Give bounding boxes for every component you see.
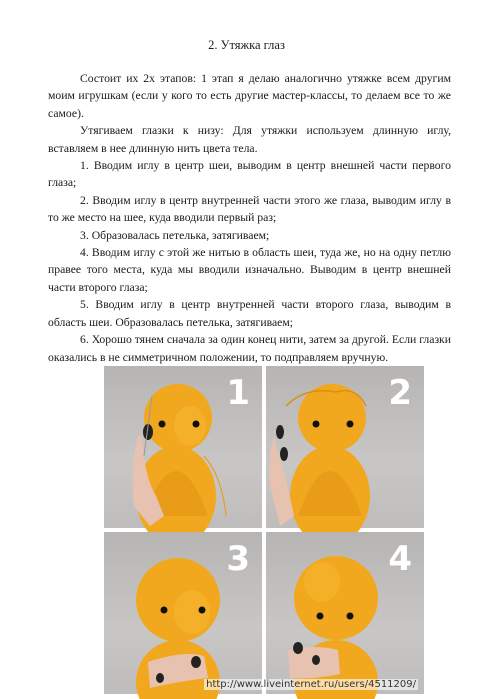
instructions-text	[48, 70, 451, 366]
paragraph-step-3: 3. Образовалась петелька, затягиваем;	[80, 228, 270, 242]
step-number-3: 3	[226, 539, 250, 579]
paragraph-intro: Состоит их 2х этапов: 1 этап я делаю аналогично утяжке всем другим моим игрушкам (если у кого то есть другие мастер-классы, то делаем все то же самое).	[48, 72, 451, 120]
paragraph-step-2: 2. Вводим иглу в центр внутренней части этого же глаза, выводим иглу в то же место на шее, куда вводили первый раз;	[48, 193, 451, 225]
paragraph-step-1: 1. Вводим иглу в центр шеи, выводим в центр внешней части первого глаза;	[48, 159, 451, 190]
section-heading: 2. Утяжка глаз	[208, 38, 285, 52]
step-number-4: 4	[388, 539, 412, 579]
step-photo-3	[104, 532, 262, 694]
step-number-1: 1	[226, 373, 250, 413]
step-photo-1	[104, 366, 262, 528]
photo-grid	[104, 366, 424, 694]
paragraph-method: Утягиваем глазки к низу: Для утяжки используем длинную иглу, вставляем в нее длинную нить цвета тела.	[48, 124, 451, 155]
paragraph-step-5: 5. Вводим иглу в центр внутренней части второго глаза, выводим в область шеи. Образовалась петелька, затягиваем;	[48, 298, 451, 329]
step-number-2: 2	[388, 373, 412, 413]
step-photo-4	[206, 532, 424, 694]
step-photo-2	[266, 366, 424, 528]
paragraph-step-4: 4. Вводим иглу с этой же нитью в область шеи, туда же, но на одну петлю правее того места, куда мы вводили изначально. Выводим в центр внешней части второго глаза;	[48, 246, 451, 294]
watermark-url: http://www.liveinternet.ru/users/4511209/	[206, 679, 416, 690]
paragraph-step-6: 6. Хорошо тянем сначала за один конец нити, затем за другой. Если глазки оказались в не симметричном положении, то подправляем вручную.	[48, 333, 451, 364]
